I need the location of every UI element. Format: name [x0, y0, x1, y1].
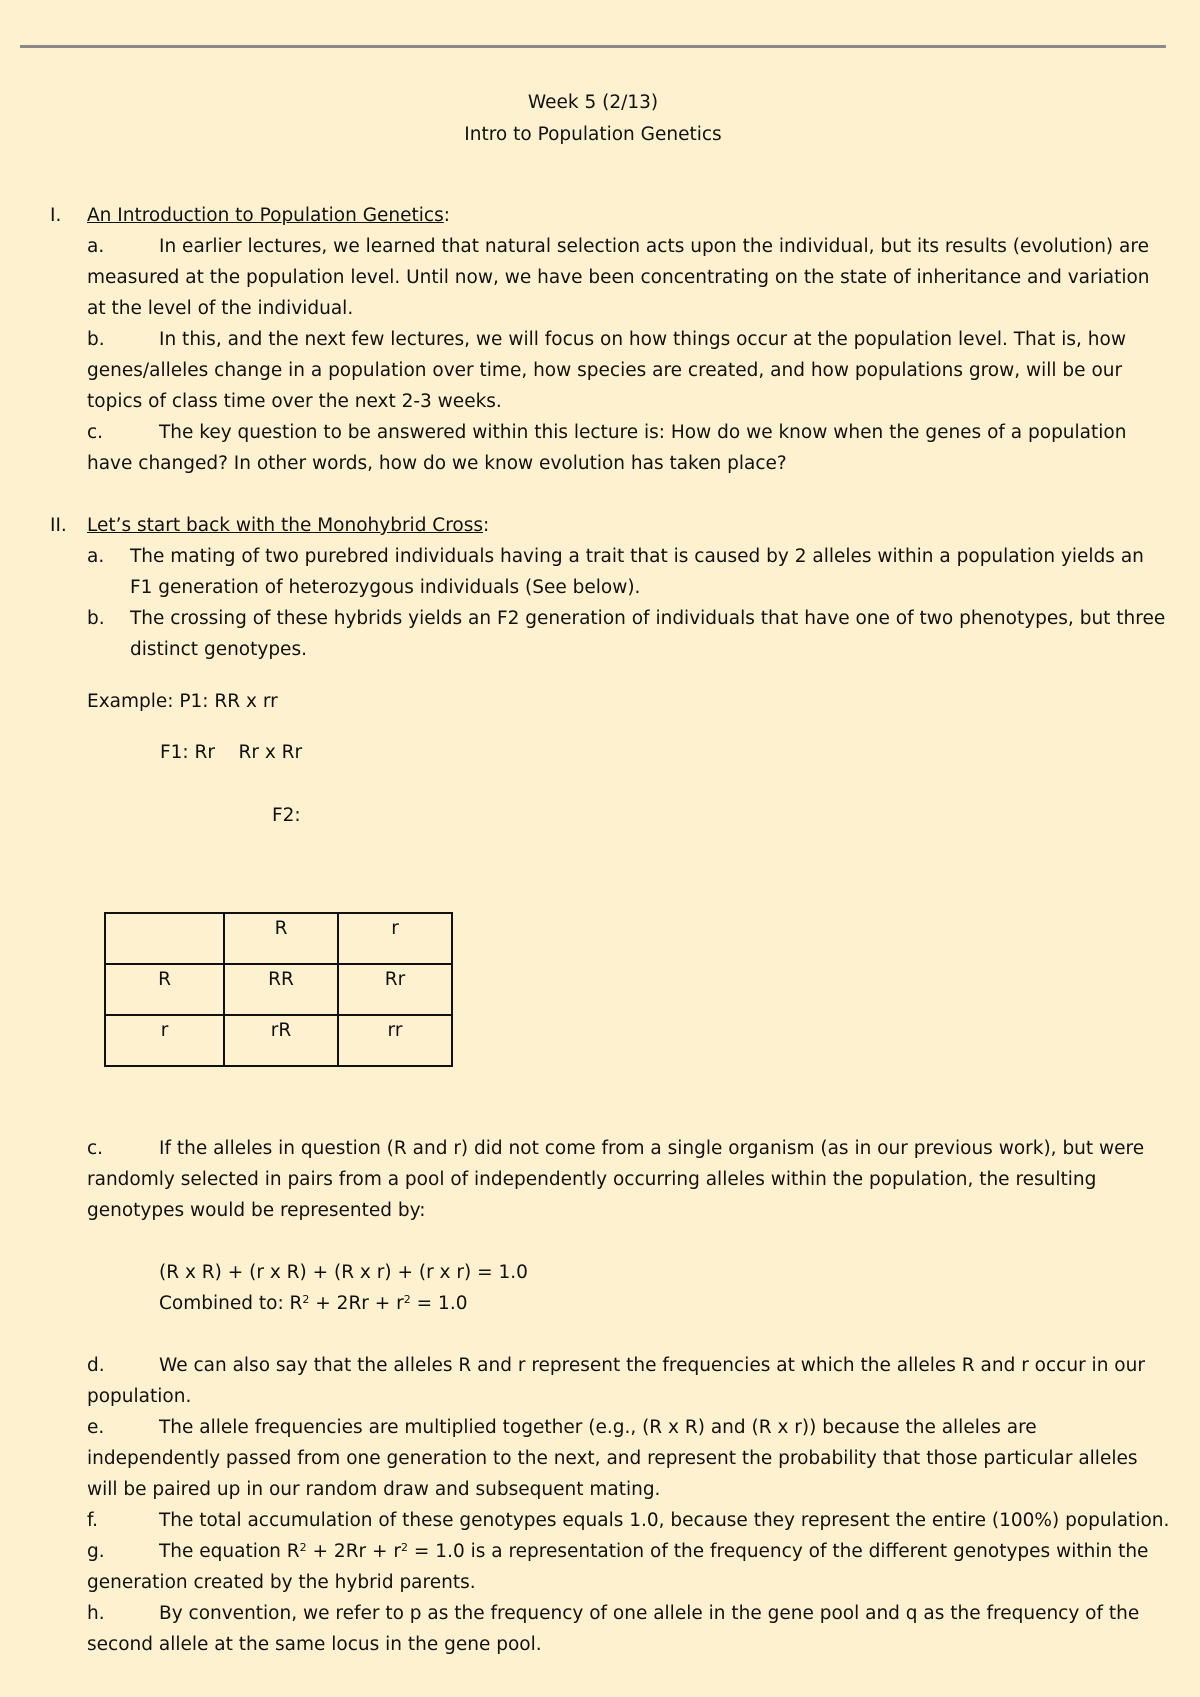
item-text: The mating of two purebred individuals having a trait that is caused by 2 alleles within a population yields an F1 generation of heterozygous individuals (See below). [130, 546, 1144, 598]
section-2-item-a [87, 541, 1172, 603]
item-text: = 1.0 is a representation of the frequency of the different genotypes within the generation created by the hybrid parents. [87, 1541, 1149, 1593]
f2-line: F2: [272, 805, 301, 826]
week-heading: Week 5 (2/13) [527, 92, 659, 113]
item-text: The equation R [159, 1541, 300, 1562]
combined-equation [159, 1288, 467, 1319]
punnett-cell: rr [338, 1015, 452, 1066]
punnett-cell [105, 913, 224, 964]
genotype-equation: (R x R) + (r x R) + (R x r) + (r x r) = 1.0 [159, 1262, 528, 1283]
punnett-row [105, 964, 452, 1015]
section-1-item-b [87, 324, 1172, 417]
section-2-title: Let’s start back with the Monohybrid Cross [87, 515, 484, 536]
section-2-item-g [87, 1536, 1172, 1598]
section-2-item-f [87, 1505, 1172, 1536]
item-text: The allele frequencies are multiplied together (e.g., (R x R) and (R x r)) because the alleles are independently passed from one generation to the next, and represent the probability that those particular alleles will be paired up in our random draw and subsequent mating. [87, 1417, 1138, 1500]
item-text: + 2Rr + r [306, 1541, 402, 1562]
item-label: h. [87, 1603, 105, 1624]
eq-superscript: 2 [302, 1293, 310, 1306]
item-text: The total accumulation of these genotypes equals 1.0, because they represent the entire (100%) population. [159, 1510, 1170, 1531]
punnett-row [105, 913, 452, 964]
top-rule [20, 45, 1166, 48]
punnett-cell: R [224, 913, 338, 964]
item-label: b. [87, 329, 105, 350]
f1-line: F1: Rr Rr x Rr [160, 742, 303, 763]
section-1-item-c [87, 417, 1172, 479]
example-cross: Example: P1: RR x rr [87, 691, 278, 712]
section-2-colon: : [483, 515, 490, 536]
punnett-cell: r [105, 1015, 224, 1066]
item-label: g. [87, 1541, 105, 1562]
section-2-item-h [87, 1598, 1172, 1660]
item-label: a. [87, 546, 105, 567]
section-1-item-a [87, 231, 1172, 324]
item-label: f. [87, 1510, 99, 1531]
eq-superscript: 2 [401, 1541, 409, 1554]
punnett-cell: R [105, 964, 224, 1015]
section-2-item-c [87, 1133, 1172, 1226]
item-label: b. [87, 608, 105, 629]
eq-superscript: 2 [299, 1541, 307, 1554]
section-2-heading [50, 510, 489, 541]
page-title: Intro to Population Genetics [464, 124, 722, 145]
eq-text: + 2Rr + r [309, 1293, 404, 1314]
item-label: c. [87, 1138, 104, 1159]
item-label: a. [87, 236, 105, 257]
punnett-square [104, 912, 453, 1067]
item-label: c. [87, 422, 104, 443]
section-1-title: An Introduction to Population Genetics [87, 205, 444, 226]
punnett-cell: RR [224, 964, 338, 1015]
item-text: In this, and the next few lectures, we will focus on how things occur at the population level. That is, how genes/alleles change in a population over time, how species are created, and how populations grow, will be our topics of class time over the next 2-3 weeks. [87, 329, 1126, 412]
item-label: e. [87, 1417, 105, 1438]
punnett-cell: Rr [338, 964, 452, 1015]
section-1-numeral: I. [50, 205, 62, 226]
section-1-colon: : [443, 205, 450, 226]
item-text: If the alleles in question (R and r) did not come from a single organism (as in our previous work), but were randomly selected in pairs from a pool of independently occurring alleles within the population, the resulting genotypes would be represented by: [87, 1138, 1145, 1221]
punnett-cell: rR [224, 1015, 338, 1066]
item-text: The crossing of these hybrids yields an F2 generation of individuals that have one of two phenotypes, but three distinct genotypes. [130, 608, 1166, 660]
eq-superscript: 2 [403, 1293, 411, 1306]
item-text: The key question to be answered within this lecture is: How do we know when the genes of a population have changed? In other words, how do we know evolution has taken place? [87, 422, 1127, 474]
section-2-numeral: II. [50, 515, 67, 536]
section-2-item-e [87, 1412, 1172, 1505]
item-label: d. [87, 1355, 105, 1376]
item-text: By convention, we refer to p as the frequency of one allele in the gene pool and q as the frequency of the second allele at the same locus in the gene pool. [87, 1603, 1140, 1655]
eq-text: Combined to: R [159, 1293, 303, 1314]
section-2-item-d [87, 1350, 1172, 1412]
item-text: In earlier lectures, we learned that natural selection acts upon the individual, but its results (evolution) are measured at the population level. Until now, we have been concentrating on the state of inheritance and variation at the level of the individual. [87, 236, 1150, 319]
section-2-item-b [87, 603, 1172, 665]
section-1-heading [50, 200, 450, 231]
eq-text: = 1.0 [410, 1293, 468, 1314]
punnett-cell: r [338, 913, 452, 964]
item-text: We can also say that the alleles R and r represent the frequencies at which the alleles R and r occur in our population. [87, 1355, 1145, 1407]
punnett-row [105, 1015, 452, 1066]
